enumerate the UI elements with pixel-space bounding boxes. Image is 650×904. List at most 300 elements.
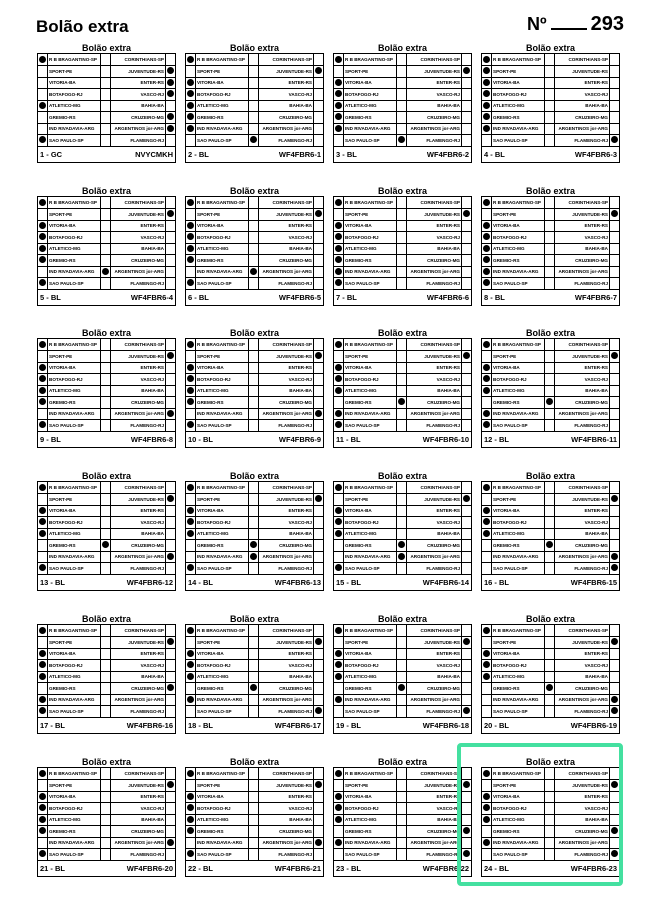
draw-pick-box[interactable] [545, 220, 555, 231]
home-pick-box[interactable] [186, 814, 196, 825]
draw-pick-box[interactable] [545, 803, 555, 814]
away-pick-box[interactable] [314, 849, 323, 860]
home-pick-box[interactable] [334, 671, 344, 682]
away-pick-box[interactable] [166, 362, 175, 373]
home-pick-box[interactable] [482, 683, 492, 694]
away-pick-box[interactable] [610, 197, 619, 208]
home-pick-box[interactable] [482, 814, 492, 825]
home-pick-box[interactable] [482, 637, 492, 648]
home-pick-box[interactable] [334, 637, 344, 648]
home-pick-box[interactable] [334, 694, 344, 705]
home-pick-box[interactable] [38, 54, 48, 65]
home-pick-box[interactable] [186, 89, 196, 100]
home-pick-box[interactable] [186, 123, 196, 134]
home-pick-box[interactable] [334, 232, 344, 243]
away-pick-box[interactable] [610, 826, 619, 837]
draw-pick-box[interactable] [249, 243, 259, 254]
draw-pick-box[interactable] [545, 505, 555, 516]
home-pick-box[interactable] [186, 351, 196, 362]
draw-pick-box[interactable] [545, 89, 555, 100]
away-pick-box[interactable] [610, 517, 619, 528]
away-pick-box[interactable] [462, 660, 471, 671]
draw-pick-box[interactable] [101, 849, 111, 860]
away-pick-box[interactable] [166, 648, 175, 659]
away-pick-box[interactable] [314, 66, 323, 77]
home-pick-box[interactable] [38, 209, 48, 220]
home-pick-box[interactable] [186, 625, 196, 636]
home-pick-box[interactable] [38, 374, 48, 385]
away-pick-box[interactable] [462, 351, 471, 362]
home-pick-box[interactable] [334, 123, 344, 134]
draw-pick-box[interactable] [101, 494, 111, 505]
draw-pick-box[interactable] [249, 660, 259, 671]
away-pick-box[interactable] [314, 54, 323, 65]
home-pick-box[interactable] [482, 54, 492, 65]
draw-pick-box[interactable] [249, 780, 259, 791]
away-pick-box[interactable] [166, 837, 175, 848]
home-pick-box[interactable] [186, 420, 196, 431]
away-pick-box[interactable] [462, 408, 471, 419]
away-pick-box[interactable] [166, 278, 175, 289]
home-pick-box[interactable] [186, 255, 196, 266]
draw-pick-box[interactable] [397, 232, 407, 243]
draw-pick-box[interactable] [101, 54, 111, 65]
draw-pick-box[interactable] [545, 849, 555, 860]
away-pick-box[interactable] [314, 625, 323, 636]
away-pick-box[interactable] [314, 517, 323, 528]
away-pick-box[interactable] [166, 563, 175, 574]
draw-pick-box[interactable] [249, 123, 259, 134]
home-pick-box[interactable] [38, 255, 48, 266]
away-pick-box[interactable] [462, 683, 471, 694]
away-pick-box[interactable] [314, 220, 323, 231]
home-pick-box[interactable] [38, 197, 48, 208]
home-pick-box[interactable] [334, 791, 344, 802]
home-pick-box[interactable] [334, 385, 344, 396]
away-pick-box[interactable] [314, 694, 323, 705]
draw-pick-box[interactable] [397, 339, 407, 350]
home-pick-box[interactable] [482, 505, 492, 516]
home-pick-box[interactable] [334, 505, 344, 516]
away-pick-box[interactable] [462, 278, 471, 289]
away-pick-box[interactable] [610, 780, 619, 791]
away-pick-box[interactable] [610, 849, 619, 860]
home-pick-box[interactable] [482, 551, 492, 562]
home-pick-box[interactable] [186, 209, 196, 220]
away-pick-box[interactable] [610, 339, 619, 350]
away-pick-box[interactable] [462, 397, 471, 408]
draw-pick-box[interactable] [249, 54, 259, 65]
draw-pick-box[interactable] [545, 385, 555, 396]
away-pick-box[interactable] [166, 814, 175, 825]
home-pick-box[interactable] [482, 563, 492, 574]
home-pick-box[interactable] [38, 517, 48, 528]
home-pick-box[interactable] [334, 528, 344, 539]
home-pick-box[interactable] [38, 278, 48, 289]
draw-pick-box[interactable] [397, 648, 407, 659]
home-pick-box[interactable] [38, 100, 48, 111]
home-pick-box[interactable] [38, 494, 48, 505]
home-pick-box[interactable] [186, 66, 196, 77]
draw-pick-box[interactable] [101, 66, 111, 77]
away-pick-box[interactable] [314, 540, 323, 551]
away-pick-box[interactable] [610, 660, 619, 671]
draw-pick-box[interactable] [545, 551, 555, 562]
home-pick-box[interactable] [38, 420, 48, 431]
draw-pick-box[interactable] [397, 89, 407, 100]
home-pick-box[interactable] [38, 780, 48, 791]
away-pick-box[interactable] [462, 385, 471, 396]
away-pick-box[interactable] [610, 209, 619, 220]
home-pick-box[interactable] [334, 255, 344, 266]
away-pick-box[interactable] [462, 791, 471, 802]
away-pick-box[interactable] [166, 209, 175, 220]
away-pick-box[interactable] [462, 66, 471, 77]
draw-pick-box[interactable] [101, 683, 111, 694]
draw-pick-box[interactable] [101, 77, 111, 88]
home-pick-box[interactable] [38, 408, 48, 419]
home-pick-box[interactable] [334, 849, 344, 860]
draw-pick-box[interactable] [249, 89, 259, 100]
draw-pick-box[interactable] [249, 66, 259, 77]
home-pick-box[interactable] [334, 803, 344, 814]
home-pick-box[interactable] [186, 197, 196, 208]
home-pick-box[interactable] [186, 77, 196, 88]
home-pick-box[interactable] [38, 625, 48, 636]
away-pick-box[interactable] [314, 528, 323, 539]
away-pick-box[interactable] [462, 482, 471, 493]
home-pick-box[interactable] [334, 826, 344, 837]
draw-pick-box[interactable] [101, 209, 111, 220]
draw-pick-box[interactable] [545, 397, 555, 408]
home-pick-box[interactable] [186, 826, 196, 837]
home-pick-box[interactable] [482, 528, 492, 539]
away-pick-box[interactable] [610, 625, 619, 636]
away-pick-box[interactable] [462, 54, 471, 65]
away-pick-box[interactable] [166, 408, 175, 419]
away-pick-box[interactable] [314, 397, 323, 408]
home-pick-box[interactable] [334, 625, 344, 636]
draw-pick-box[interactable] [249, 209, 259, 220]
draw-pick-box[interactable] [101, 420, 111, 431]
home-pick-box[interactable] [186, 374, 196, 385]
home-pick-box[interactable] [482, 482, 492, 493]
draw-pick-box[interactable] [101, 135, 111, 146]
draw-pick-box[interactable] [545, 351, 555, 362]
draw-pick-box[interactable] [101, 637, 111, 648]
away-pick-box[interactable] [462, 135, 471, 146]
away-pick-box[interactable] [610, 482, 619, 493]
away-pick-box[interactable] [314, 135, 323, 146]
away-pick-box[interactable] [462, 220, 471, 231]
draw-pick-box[interactable] [545, 112, 555, 123]
home-pick-box[interactable] [186, 768, 196, 779]
draw-pick-box[interactable] [101, 408, 111, 419]
away-pick-box[interactable] [166, 266, 175, 277]
away-pick-box[interactable] [166, 89, 175, 100]
away-pick-box[interactable] [462, 648, 471, 659]
away-pick-box[interactable] [166, 683, 175, 694]
away-pick-box[interactable] [166, 780, 175, 791]
away-pick-box[interactable] [462, 517, 471, 528]
away-pick-box[interactable] [610, 385, 619, 396]
home-pick-box[interactable] [482, 849, 492, 860]
home-pick-box[interactable] [38, 694, 48, 705]
draw-pick-box[interactable] [249, 135, 259, 146]
draw-pick-box[interactable] [249, 255, 259, 266]
away-pick-box[interactable] [166, 123, 175, 134]
away-pick-box[interactable] [462, 528, 471, 539]
draw-pick-box[interactable] [397, 397, 407, 408]
away-pick-box[interactable] [166, 420, 175, 431]
away-pick-box[interactable] [166, 494, 175, 505]
draw-pick-box[interactable] [545, 77, 555, 88]
draw-pick-box[interactable] [249, 648, 259, 659]
draw-pick-box[interactable] [249, 420, 259, 431]
home-pick-box[interactable] [482, 826, 492, 837]
home-pick-box[interactable] [38, 837, 48, 848]
draw-pick-box[interactable] [249, 563, 259, 574]
away-pick-box[interactable] [314, 243, 323, 254]
away-pick-box[interactable] [462, 77, 471, 88]
away-pick-box[interactable] [462, 505, 471, 516]
draw-pick-box[interactable] [397, 494, 407, 505]
draw-pick-box[interactable] [249, 266, 259, 277]
home-pick-box[interactable] [186, 528, 196, 539]
away-pick-box[interactable] [462, 374, 471, 385]
home-pick-box[interactable] [38, 397, 48, 408]
away-pick-box[interactable] [166, 551, 175, 562]
draw-pick-box[interactable] [101, 540, 111, 551]
draw-pick-box[interactable] [101, 505, 111, 516]
home-pick-box[interactable] [186, 135, 196, 146]
draw-pick-box[interactable] [249, 197, 259, 208]
home-pick-box[interactable] [38, 135, 48, 146]
draw-pick-box[interactable] [397, 220, 407, 231]
away-pick-box[interactable] [610, 66, 619, 77]
draw-pick-box[interactable] [101, 660, 111, 671]
home-pick-box[interactable] [482, 408, 492, 419]
home-pick-box[interactable] [482, 100, 492, 111]
home-pick-box[interactable] [334, 77, 344, 88]
draw-pick-box[interactable] [249, 494, 259, 505]
away-pick-box[interactable] [314, 551, 323, 562]
draw-pick-box[interactable] [397, 420, 407, 431]
away-pick-box[interactable] [166, 385, 175, 396]
away-pick-box[interactable] [610, 77, 619, 88]
draw-pick-box[interactable] [545, 243, 555, 254]
away-pick-box[interactable] [610, 528, 619, 539]
home-pick-box[interactable] [334, 209, 344, 220]
draw-pick-box[interactable] [397, 209, 407, 220]
home-pick-box[interactable] [334, 768, 344, 779]
home-pick-box[interactable] [482, 517, 492, 528]
draw-pick-box[interactable] [397, 551, 407, 562]
away-pick-box[interactable] [166, 694, 175, 705]
draw-pick-box[interactable] [249, 232, 259, 243]
away-pick-box[interactable] [462, 209, 471, 220]
home-pick-box[interactable] [38, 482, 48, 493]
home-pick-box[interactable] [334, 660, 344, 671]
away-pick-box[interactable] [462, 339, 471, 350]
draw-pick-box[interactable] [101, 814, 111, 825]
away-pick-box[interactable] [610, 266, 619, 277]
away-pick-box[interactable] [610, 648, 619, 659]
home-pick-box[interactable] [186, 494, 196, 505]
draw-pick-box[interactable] [545, 517, 555, 528]
draw-pick-box[interactable] [397, 112, 407, 123]
away-pick-box[interactable] [462, 551, 471, 562]
home-pick-box[interactable] [38, 528, 48, 539]
away-pick-box[interactable] [610, 220, 619, 231]
draw-pick-box[interactable] [397, 849, 407, 860]
away-pick-box[interactable] [462, 694, 471, 705]
away-pick-box[interactable] [314, 837, 323, 848]
draw-pick-box[interactable] [101, 112, 111, 123]
away-pick-box[interactable] [166, 255, 175, 266]
away-pick-box[interactable] [462, 112, 471, 123]
home-pick-box[interactable] [38, 660, 48, 671]
away-pick-box[interactable] [314, 255, 323, 266]
draw-pick-box[interactable] [101, 351, 111, 362]
home-pick-box[interactable] [482, 540, 492, 551]
away-pick-box[interactable] [462, 768, 471, 779]
home-pick-box[interactable] [38, 683, 48, 694]
away-pick-box[interactable] [166, 706, 175, 717]
home-pick-box[interactable] [482, 362, 492, 373]
draw-pick-box[interactable] [101, 123, 111, 134]
home-pick-box[interactable] [38, 637, 48, 648]
home-pick-box[interactable] [482, 803, 492, 814]
home-pick-box[interactable] [38, 648, 48, 659]
draw-pick-box[interactable] [397, 683, 407, 694]
draw-pick-box[interactable] [101, 648, 111, 659]
away-pick-box[interactable] [610, 814, 619, 825]
home-pick-box[interactable] [38, 112, 48, 123]
away-pick-box[interactable] [462, 540, 471, 551]
draw-pick-box[interactable] [397, 528, 407, 539]
draw-pick-box[interactable] [545, 791, 555, 802]
draw-pick-box[interactable] [101, 397, 111, 408]
draw-pick-box[interactable] [545, 482, 555, 493]
draw-pick-box[interactable] [101, 517, 111, 528]
draw-pick-box[interactable] [545, 209, 555, 220]
draw-pick-box[interactable] [249, 339, 259, 350]
draw-pick-box[interactable] [249, 528, 259, 539]
away-pick-box[interactable] [610, 278, 619, 289]
home-pick-box[interactable] [334, 397, 344, 408]
home-pick-box[interactable] [38, 803, 48, 814]
draw-pick-box[interactable] [397, 837, 407, 848]
away-pick-box[interactable] [314, 563, 323, 574]
draw-pick-box[interactable] [101, 780, 111, 791]
home-pick-box[interactable] [334, 243, 344, 254]
home-pick-box[interactable] [38, 351, 48, 362]
draw-pick-box[interactable] [397, 385, 407, 396]
away-pick-box[interactable] [462, 232, 471, 243]
away-pick-box[interactable] [462, 837, 471, 848]
draw-pick-box[interactable] [545, 780, 555, 791]
away-pick-box[interactable] [314, 385, 323, 396]
away-pick-box[interactable] [610, 135, 619, 146]
draw-pick-box[interactable] [249, 397, 259, 408]
home-pick-box[interactable] [334, 278, 344, 289]
draw-pick-box[interactable] [397, 671, 407, 682]
draw-pick-box[interactable] [249, 112, 259, 123]
away-pick-box[interactable] [314, 671, 323, 682]
away-pick-box[interactable] [166, 803, 175, 814]
home-pick-box[interactable] [38, 232, 48, 243]
away-pick-box[interactable] [166, 397, 175, 408]
draw-pick-box[interactable] [249, 220, 259, 231]
draw-pick-box[interactable] [101, 625, 111, 636]
home-pick-box[interactable] [38, 243, 48, 254]
draw-pick-box[interactable] [249, 77, 259, 88]
draw-pick-box[interactable] [397, 803, 407, 814]
draw-pick-box[interactable] [397, 77, 407, 88]
away-pick-box[interactable] [610, 540, 619, 551]
draw-pick-box[interactable] [249, 551, 259, 562]
away-pick-box[interactable] [610, 112, 619, 123]
draw-pick-box[interactable] [101, 694, 111, 705]
home-pick-box[interactable] [482, 123, 492, 134]
draw-pick-box[interactable] [397, 706, 407, 717]
home-pick-box[interactable] [186, 408, 196, 419]
away-pick-box[interactable] [462, 266, 471, 277]
draw-pick-box[interactable] [249, 482, 259, 493]
home-pick-box[interactable] [38, 123, 48, 134]
away-pick-box[interactable] [610, 551, 619, 562]
draw-pick-box[interactable] [545, 123, 555, 134]
draw-pick-box[interactable] [249, 408, 259, 419]
draw-pick-box[interactable] [397, 243, 407, 254]
away-pick-box[interactable] [462, 563, 471, 574]
home-pick-box[interactable] [334, 780, 344, 791]
away-pick-box[interactable] [610, 243, 619, 254]
home-pick-box[interactable] [38, 339, 48, 350]
draw-pick-box[interactable] [101, 551, 111, 562]
draw-pick-box[interactable] [397, 374, 407, 385]
draw-pick-box[interactable] [397, 123, 407, 134]
away-pick-box[interactable] [610, 791, 619, 802]
away-pick-box[interactable] [462, 826, 471, 837]
draw-pick-box[interactable] [249, 517, 259, 528]
home-pick-box[interactable] [38, 220, 48, 231]
home-pick-box[interactable] [186, 220, 196, 231]
home-pick-box[interactable] [334, 339, 344, 350]
draw-pick-box[interactable] [101, 243, 111, 254]
away-pick-box[interactable] [610, 351, 619, 362]
draw-pick-box[interactable] [101, 706, 111, 717]
away-pick-box[interactable] [314, 505, 323, 516]
home-pick-box[interactable] [38, 768, 48, 779]
draw-pick-box[interactable] [101, 100, 111, 111]
away-pick-box[interactable] [314, 209, 323, 220]
draw-pick-box[interactable] [249, 540, 259, 551]
away-pick-box[interactable] [314, 351, 323, 362]
draw-pick-box[interactable] [545, 706, 555, 717]
away-pick-box[interactable] [314, 683, 323, 694]
away-pick-box[interactable] [166, 232, 175, 243]
away-pick-box[interactable] [610, 803, 619, 814]
draw-pick-box[interactable] [545, 528, 555, 539]
home-pick-box[interactable] [186, 243, 196, 254]
away-pick-box[interactable] [462, 803, 471, 814]
away-pick-box[interactable] [610, 683, 619, 694]
home-pick-box[interactable] [334, 482, 344, 493]
home-pick-box[interactable] [482, 494, 492, 505]
draw-pick-box[interactable] [249, 683, 259, 694]
